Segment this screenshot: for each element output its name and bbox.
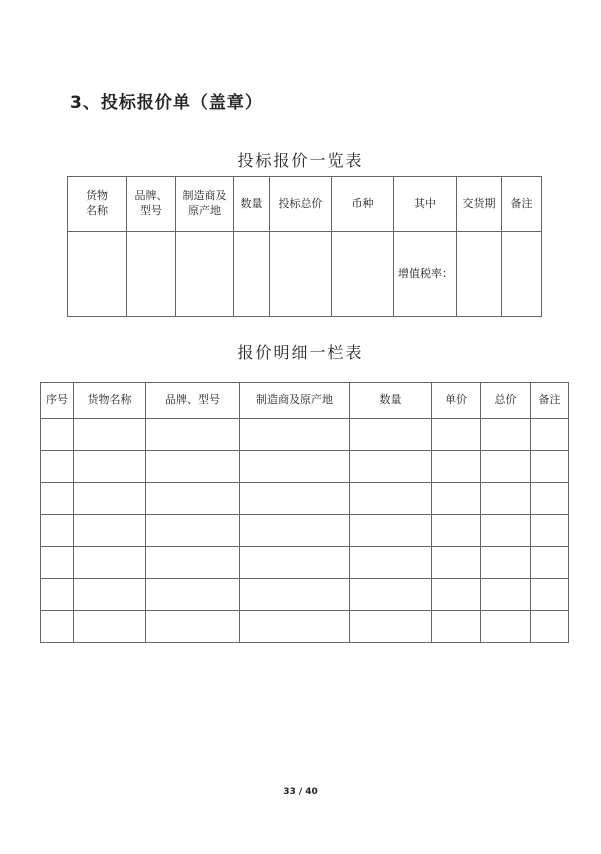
- cell-total-price: [481, 547, 531, 579]
- cell-manufacturer-origin: [240, 419, 350, 451]
- table-row: [41, 547, 569, 579]
- cell-remarks: [531, 419, 569, 451]
- header-remarks: 备注: [502, 177, 542, 232]
- header-brand-model: 品牌、 型号: [127, 177, 176, 232]
- cell-remarks: [531, 579, 569, 611]
- vat-rate-label: 增值税率：: [394, 232, 457, 317]
- header-delivery-period: 交货期: [457, 177, 502, 232]
- summary-quote-table: [67, 176, 542, 317]
- cell-total-price: [481, 451, 531, 483]
- cell-unit-price: [432, 547, 481, 579]
- cell-remarks: [531, 451, 569, 483]
- cell-brand-model: [146, 579, 240, 611]
- cell-goods-name: [74, 515, 146, 547]
- cell-brand-model: [127, 232, 176, 317]
- cell-unit-price: [432, 451, 481, 483]
- header-currency: 币种: [332, 177, 394, 232]
- cell-serial-no: [41, 483, 74, 515]
- cell-serial-no: [41, 547, 74, 579]
- cell-manufacturer-origin: [176, 232, 234, 317]
- cell-total-price: [481, 579, 531, 611]
- header-goods-name: 货物 名称: [68, 177, 127, 232]
- cell-remarks: [531, 483, 569, 515]
- cell-quantity: [350, 547, 432, 579]
- cell-goods-name: [74, 579, 146, 611]
- header-manufacturer-origin: 制造商及原产地: [240, 383, 350, 419]
- cell-remarks: [531, 515, 569, 547]
- cell-serial-no: [41, 579, 74, 611]
- cell-total-price: [481, 611, 531, 643]
- cell-brand-model: [146, 611, 240, 643]
- cell-manufacturer-origin: [240, 483, 350, 515]
- cell-unit-price: [432, 611, 481, 643]
- cell-brand-model: [146, 483, 240, 515]
- cell-manufacturer-origin: [240, 579, 350, 611]
- cell-remarks: [531, 547, 569, 579]
- cell-currency: [332, 232, 394, 317]
- page-number: 33 / 40: [283, 787, 318, 797]
- table-row: [41, 579, 569, 611]
- cell-total-price: [481, 515, 531, 547]
- header-total-price: 总价: [481, 383, 531, 419]
- summary-table-caption: 投标报价一览表: [237, 151, 364, 170]
- cell-remarks: [531, 611, 569, 643]
- cell-remarks: [502, 232, 542, 317]
- table-row: [41, 419, 569, 451]
- detail-table-caption: 报价明细一栏表: [237, 343, 364, 362]
- cell-goods-name: [74, 483, 146, 515]
- header-unit-price: 单价: [432, 383, 481, 419]
- cell-delivery-period: [457, 232, 502, 317]
- header-serial-no: 序号: [41, 383, 74, 419]
- cell-goods-name: [74, 451, 146, 483]
- cell-quantity: [350, 579, 432, 611]
- cell-serial-no: [41, 419, 74, 451]
- cell-unit-price: [432, 419, 481, 451]
- section-title: 3、投标报价单（盖章）: [70, 93, 263, 113]
- header-quantity: 数量: [350, 383, 432, 419]
- cell-manufacturer-origin: [240, 515, 350, 547]
- header-goods-name: 货物名称: [74, 383, 146, 419]
- cell-brand-model: [146, 547, 240, 579]
- cell-goods-name: [74, 419, 146, 451]
- cell-goods-name: [74, 547, 146, 579]
- cell-total-bid-price: [270, 232, 332, 317]
- cell-brand-model: [146, 515, 240, 547]
- cell-brand-model: [146, 419, 240, 451]
- cell-total-price: [481, 419, 531, 451]
- cell-serial-no: [41, 611, 74, 643]
- header-brand-model: 品牌、型号: [146, 383, 240, 419]
- header-of-which: 其中: [394, 177, 457, 232]
- header-remarks: 备注: [531, 383, 569, 419]
- cell-serial-no: [41, 515, 74, 547]
- cell-manufacturer-origin: [240, 611, 350, 643]
- detail-quote-table: [40, 382, 569, 643]
- cell-goods-name: [68, 232, 127, 317]
- header-total-bid-price: 投标总价: [270, 177, 332, 232]
- cell-quantity: [350, 483, 432, 515]
- cell-quantity: [350, 515, 432, 547]
- cell-unit-price: [432, 579, 481, 611]
- cell-unit-price: [432, 483, 481, 515]
- cell-quantity: [350, 611, 432, 643]
- cell-quantity: [350, 419, 432, 451]
- header-quantity: 数量: [234, 177, 270, 232]
- cell-quantity: [234, 232, 270, 317]
- cell-total-price: [481, 483, 531, 515]
- table-row: [41, 515, 569, 547]
- cell-manufacturer-origin: [240, 451, 350, 483]
- cell-brand-model: [146, 451, 240, 483]
- table-row: [41, 483, 569, 515]
- cell-goods-name: [74, 611, 146, 643]
- table-row: [41, 451, 569, 483]
- cell-unit-price: [432, 515, 481, 547]
- table-row: [41, 611, 569, 643]
- cell-quantity: [350, 451, 432, 483]
- table-row: [68, 232, 542, 317]
- cell-manufacturer-origin: [240, 547, 350, 579]
- header-manufacturer-origin: 制造商及 原产地: [176, 177, 234, 232]
- cell-serial-no: [41, 451, 74, 483]
